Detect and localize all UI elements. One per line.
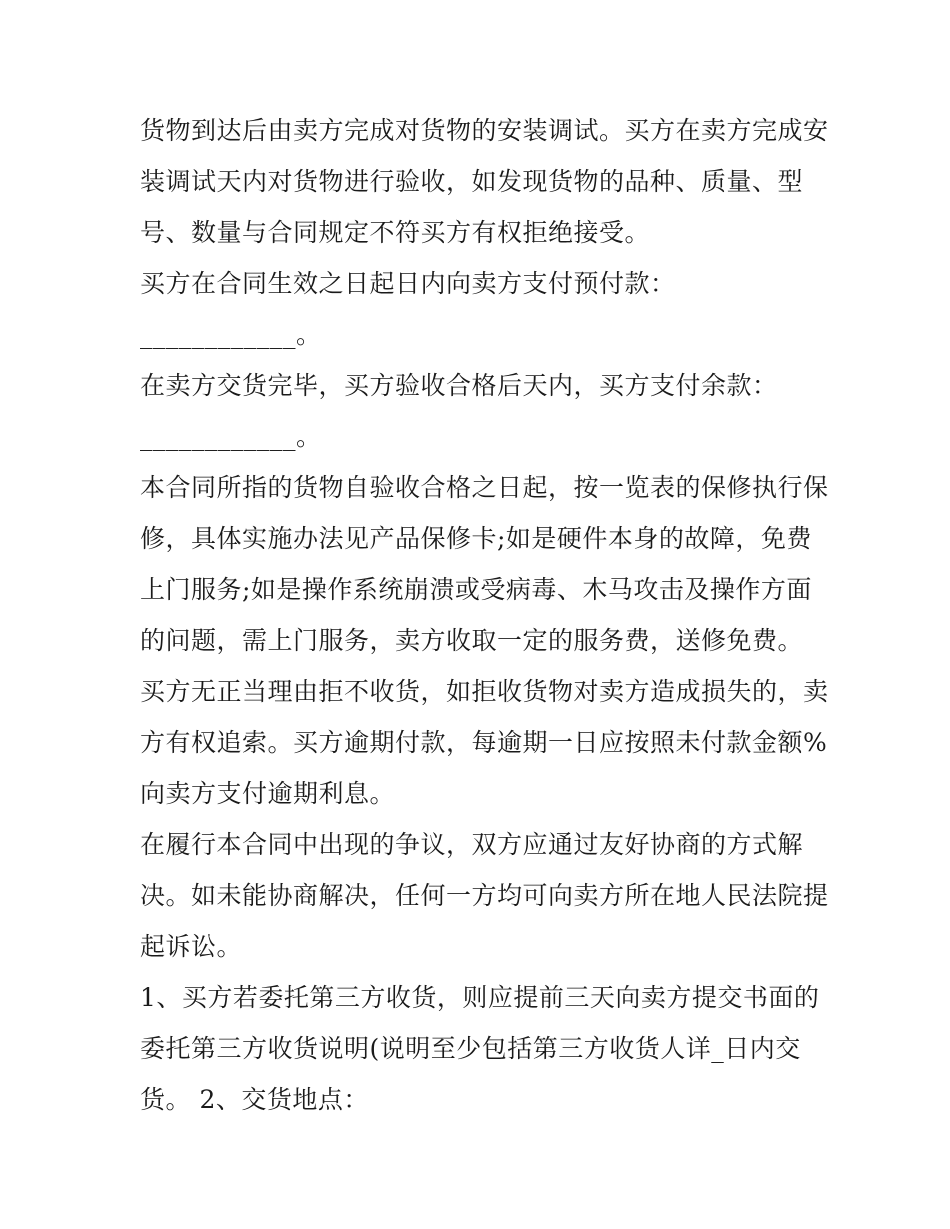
text-line: 的问题，需上门服务，卖方收取一定的服务费，送修免费。 [140, 626, 804, 655]
text-line: 在履行本合同中出现的争议，双方应通过友好协商的方式解 [140, 830, 804, 859]
text-line: 本合同所指的货物自验收合格之日起，按一览表的保修执行保 [140, 473, 829, 502]
text-line: 方有权追索。买方逾期付款，每逾期一日应按照未付款金额% [140, 728, 828, 757]
text-line: 装调试天内对货物进行验收，如发现货物的品种、质量、型 [140, 167, 804, 196]
text-line: 买方无正当理由拒不收货，如拒收货物对卖方造成损失的，卖 [140, 677, 829, 706]
text-line: 决。如未能协商解决，任何一方均可向卖方所在地人民法院提 [140, 881, 829, 910]
text-line: 委托第三方收货说明(说明至少包括第三方收货人详_日内交 [140, 1034, 801, 1063]
text-line: 上门服务;如是操作系统崩溃或受病毒、木马攻击及操作方面 [140, 575, 812, 604]
text-line: 起诉讼。 [140, 932, 243, 961]
blank-fill-line: ____________。 [140, 422, 322, 451]
text-line: 向卖方支付逾期利息。 [140, 779, 396, 808]
text-line: 修，具体实施办法见产品保修卡;如是硬件本身的故障，免费 [140, 524, 812, 553]
text-line: 买方在合同生效之日起日内向卖方支付预付款： [140, 269, 676, 298]
text-line: 货物到达后由卖方完成对货物的安装调试。买方在卖方完成安 [140, 116, 829, 145]
text-line: 货。 2、交货地点： [140, 1085, 369, 1114]
text-line: 在卖方交货完毕，买方验收合格后天内，买方支付余款： [140, 371, 778, 400]
text-line: 1、买方若委托第三方收货，则应提前三天向卖方提交书面的 [140, 983, 820, 1012]
text-line: 号、数量与合同规定不符买方有权拒绝接受。 [140, 218, 651, 247]
blank-fill-line: ____________。 [140, 320, 322, 349]
